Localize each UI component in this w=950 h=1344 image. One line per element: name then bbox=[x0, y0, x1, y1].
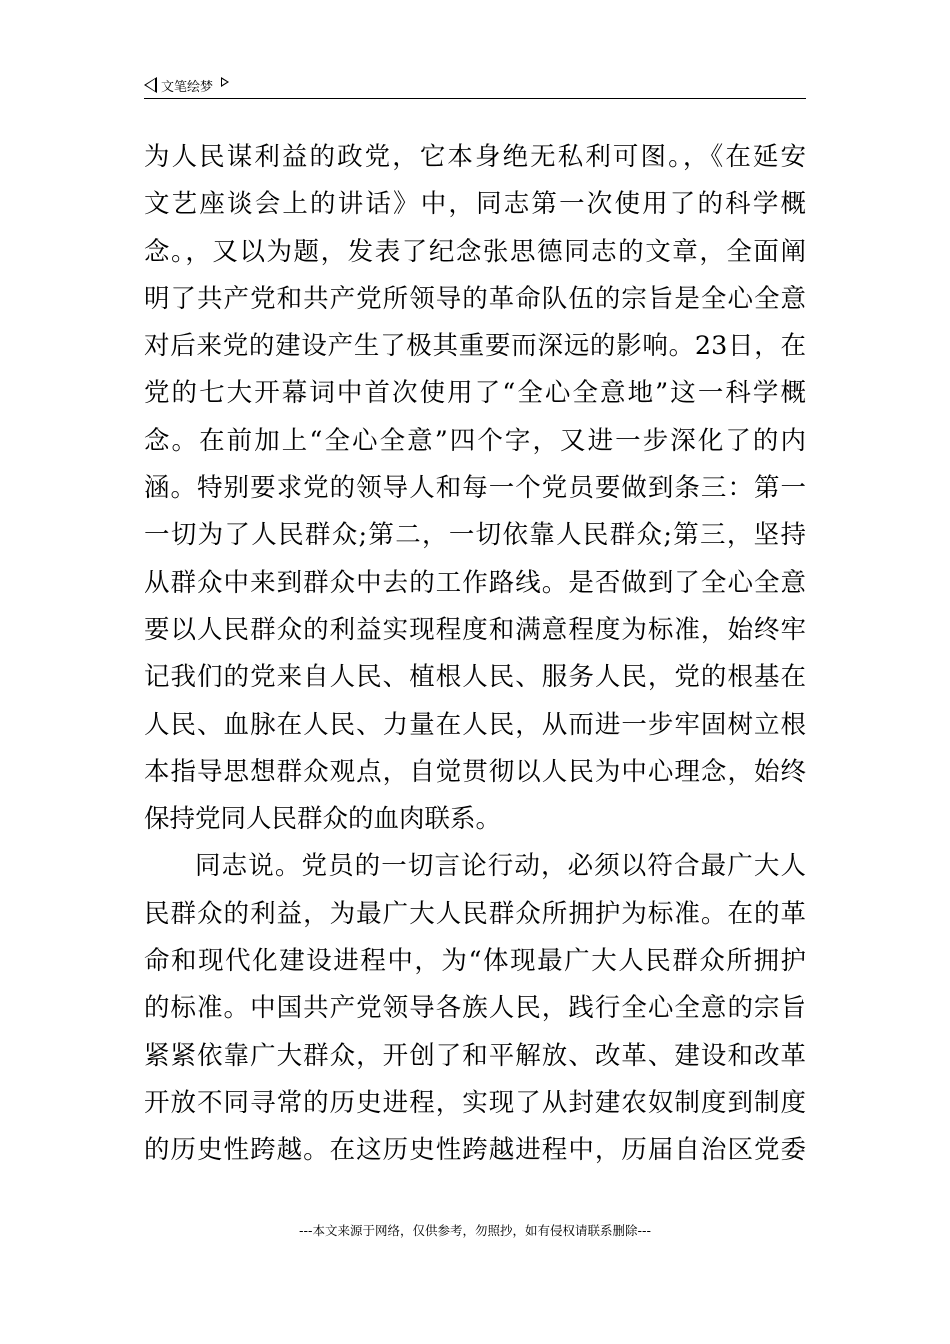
header-divider bbox=[144, 98, 806, 99]
text-line: 明了共产党和共产党所领导的革命队伍的宗旨是全心全意 bbox=[144, 283, 806, 314]
text-line: 命和现代化建设进程中，为“体现最广大人民群众所拥护 bbox=[144, 946, 806, 977]
document-body bbox=[144, 134, 806, 1175]
text-line: 开放不同寻常的历史进程，实现了从封建农奴制度到制度 bbox=[144, 1087, 806, 1118]
text-line: 为人民谋利益的政党，它本身绝无私利可图。，《在延安 bbox=[144, 142, 806, 172]
page-header bbox=[144, 74, 229, 96]
text-line: 记我们的党来自人民、植根人民、服务人民，党的根基在 bbox=[144, 662, 806, 693]
text-line: 人民、血脉在人民、力量在人民，从而进一步牢固树立根 bbox=[144, 709, 806, 740]
text-line: 本指导思想群众观点，自觉贯彻以人民为中心理念，始终 bbox=[144, 756, 806, 787]
text-line: 民群众的利益，为最广大人民群众所拥护为标准。在的革 bbox=[144, 898, 806, 929]
text-line: 同志说。党员的一切言论行动，必须以符合最广大人 bbox=[195, 851, 806, 882]
text-line: 要以人民群众的利益实现程度和满意程度为标准，始终牢 bbox=[144, 614, 806, 645]
text-line: 文艺座谈会上的讲话》中，同志第一次使用了的科学概 bbox=[144, 189, 806, 220]
text-line: 从群众中来到群众中去的工作路线。是否做到了全心全意 bbox=[144, 567, 806, 598]
text-line: 保持党同人民群众的血肉联系。 bbox=[144, 804, 502, 835]
text-line: 紧紧依靠广大群众，开创了和平解放、改革、建设和改革 bbox=[144, 1040, 806, 1071]
text-line: 党的七大开幕词中首次使用了“全心全意地”这一科学概 bbox=[144, 378, 806, 409]
text-line: 念。，又以为题，发表了纪念张思德同志的文章，全面阐 bbox=[144, 236, 806, 267]
triangle-right-icon bbox=[221, 77, 229, 87]
triangle-left-icon bbox=[144, 77, 157, 93]
text-line: 一切为了人民群众;第二，一切依靠人民群众;第三，坚持 bbox=[144, 520, 806, 551]
text-line: 的历史性跨越。在这历史性跨越进程中，历届自治区党委 bbox=[144, 1135, 806, 1166]
header-title: 文笔绘梦 bbox=[161, 79, 214, 95]
text-line: 的标准。中国共产党领导各族人民，践行全心全意的宗旨 bbox=[144, 993, 806, 1024]
text-line: 涵。特别要求党的领导人和每一个党员要做到条三：第一 bbox=[144, 473, 806, 504]
text-line: 念。在前加上“全心全意”四个字，又进一步深化了的内 bbox=[144, 425, 806, 456]
text-line: 对后来党的建设产生了极其重要而深远的影响。23日，在 bbox=[144, 331, 806, 362]
page-footer-disclaimer: ---本文来源于网络，仅供参考，勿照抄，如有侵权请联系删除--- bbox=[298, 1223, 652, 1238]
